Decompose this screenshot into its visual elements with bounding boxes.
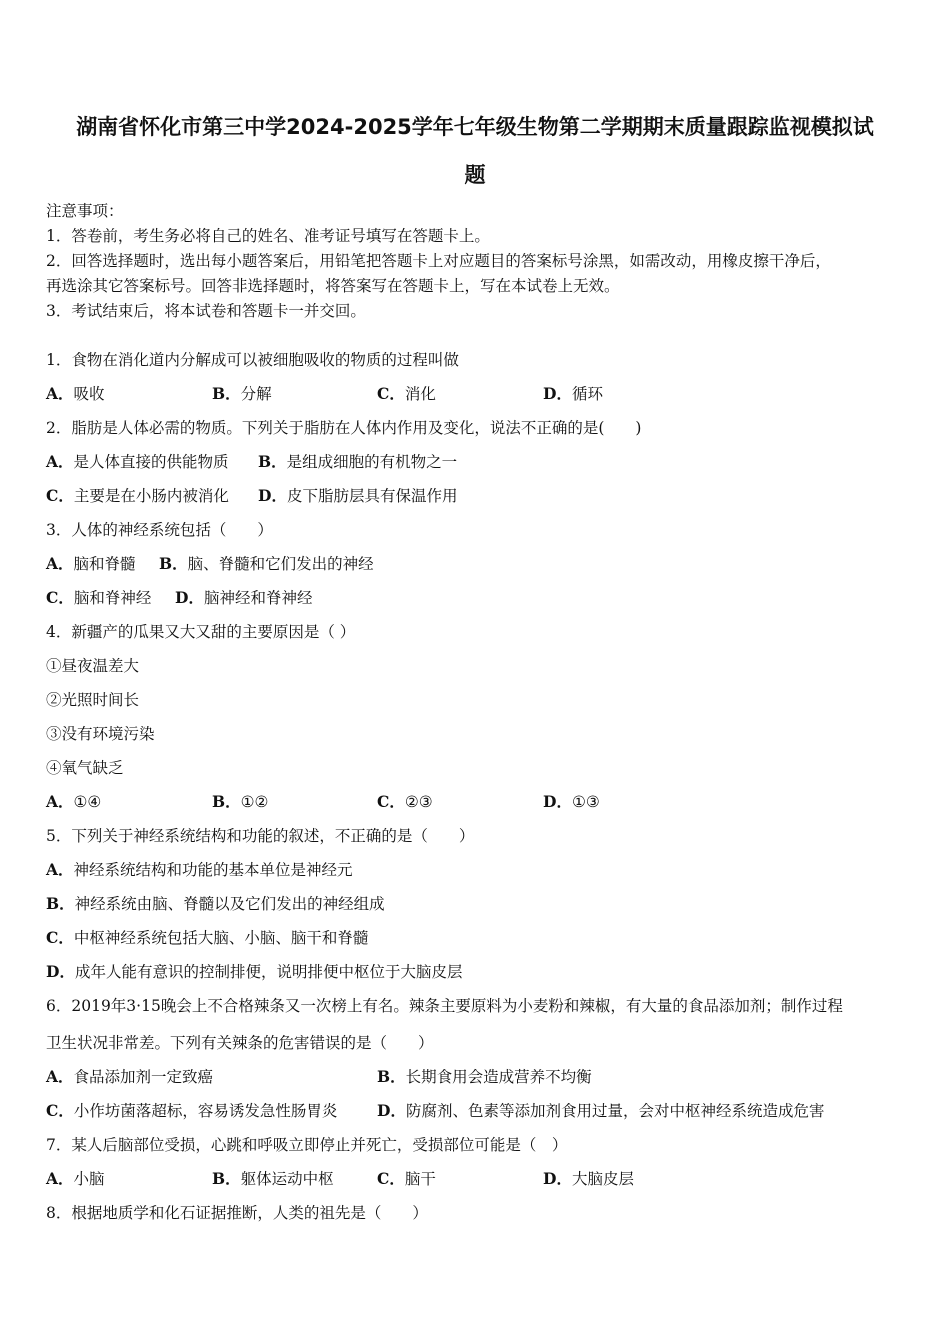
notice-heading: 注意事项： [46,202,124,220]
question-7-option-b: B．躯体运动中枢 [212,1169,334,1188]
question-3-stem: 3．人体的神经系统包括（ ） [46,521,273,539]
question-2-option-b: B．是组成细胞的有机物之一 [258,452,458,471]
question-4-stem: 4．新疆产的瓜果又大又甜的主要原因是（ ） [46,623,356,641]
question-5-option-c: C．中枢神经系统包括大脑、小脑、脑干和脊髓 [46,928,369,947]
question-2-option-a: A．是人体直接的供能物质 [46,452,229,471]
question-6-option-c: C．小作坊菌落超标，容易诱发急性肠胃炎 [46,1101,338,1120]
question-1-option-a: A．吸收 [46,384,105,403]
question-4-option-d: D．①③ [543,792,600,811]
question-4-option-b: B．①② [212,792,269,811]
question-8-stem: 8．根据地质学和化石证据推断，人类的祖先是（ ） [46,1204,428,1222]
question-2-option-c: C．主要是在小肠内被消化 [46,486,229,505]
question-6-stem-continued: 卫生状况非常差。下列有关辣条的危害错误的是（ ） [46,1034,434,1052]
question-7-option-a: A．小脑 [46,1169,105,1188]
question-1-option-c: C．消化 [377,384,436,403]
question-3-option-a: A．脑和脊髓 [46,554,136,573]
question-3-option-d: D．脑神经和脊神经 [175,588,313,607]
question-5-option-a: A．神经系统结构和功能的基本单位是神经元 [46,860,353,879]
question-7-stem: 7．某人后脑部位受损，心跳和呼吸立即停止并死亡，受损部位可能是（ ） [46,1136,568,1154]
question-4-item: ②光照时间长 [46,691,140,709]
question-3-option-c: C．脑和脊神经 [46,588,152,607]
question-6-option-a: A．食品添加剂一定致癌 [46,1067,214,1086]
question-4-option-c: C．②③ [377,792,433,811]
question-4-option-a: A．①④ [46,792,102,811]
question-5-option-d: D．成年人能有意识的控制排便，说明排便中枢位于大脑皮层 [46,962,463,981]
question-1-option-b: B．分解 [212,384,272,403]
question-5-option-b: B．神经系统由脑、脊髓以及它们发出的神经组成 [46,894,385,913]
question-6-option-d: D．防腐剂、色素等添加剂食用过量，会对中枢神经系统造成危害 [377,1101,825,1120]
question-3-option-b: B．脑、脊髓和它们发出的神经 [159,554,374,573]
question-7-option-d: D．大脑皮层 [543,1169,634,1188]
question-2-stem: 2．脂肪是人体必需的物质。下列关于脂肪在人体内作用及变化，说法不正确的是( ) [46,419,642,437]
question-7-option-c: C．脑干 [377,1169,436,1188]
question-6-stem: 6．2019年3·15晚会上不合格辣条又一次榜上有名。辣条主要原料为小麦粉和辣椒，有大量的食品添加剂；制作过程 [46,997,843,1015]
question-4-item: ①昼夜温差大 [46,657,140,675]
notice-item: 再选涂其它答案标号。回答非选择题时，将答案写在答题卡上，写在本试卷上无效。 [46,277,620,295]
question-4-item: ③没有环境污染 [46,725,155,743]
question-5-stem: 5．下列关于神经系统结构和功能的叙述，不正确的是（ ） [46,827,475,845]
question-4-item: ④氧气缺乏 [46,759,124,777]
notice-item: 2．回答选择题时，选出每小题答案后，用铅笔把答题卡上对应题目的答案标号涂黑，如需改动，用橡皮擦干净后， [46,252,831,270]
notice-item: 1．答卷前，考生务必将自己的姓名、准考证号填写在答题卡上。 [46,227,490,245]
question-6-option-b: B．长期食用会造成营养不均衡 [377,1067,592,1086]
question-2-option-d: D．皮下脂肪层具有保温作用 [258,486,458,505]
question-1-stem: 1．食物在消化道内分解成可以被细胞吸收的物质的过程叫做 [46,351,459,369]
notice-item: 3．考试结束后，将本试卷和答题卡一并交回。 [46,302,366,320]
exam-title-line1: 湖南省怀化市第三中学2024-2025学年七年级生物第二学期期末质量跟踪监视模拟试 [76,115,874,139]
question-1-option-d: D．循环 [543,384,603,403]
exam-title-line2: 题 [464,163,486,187]
